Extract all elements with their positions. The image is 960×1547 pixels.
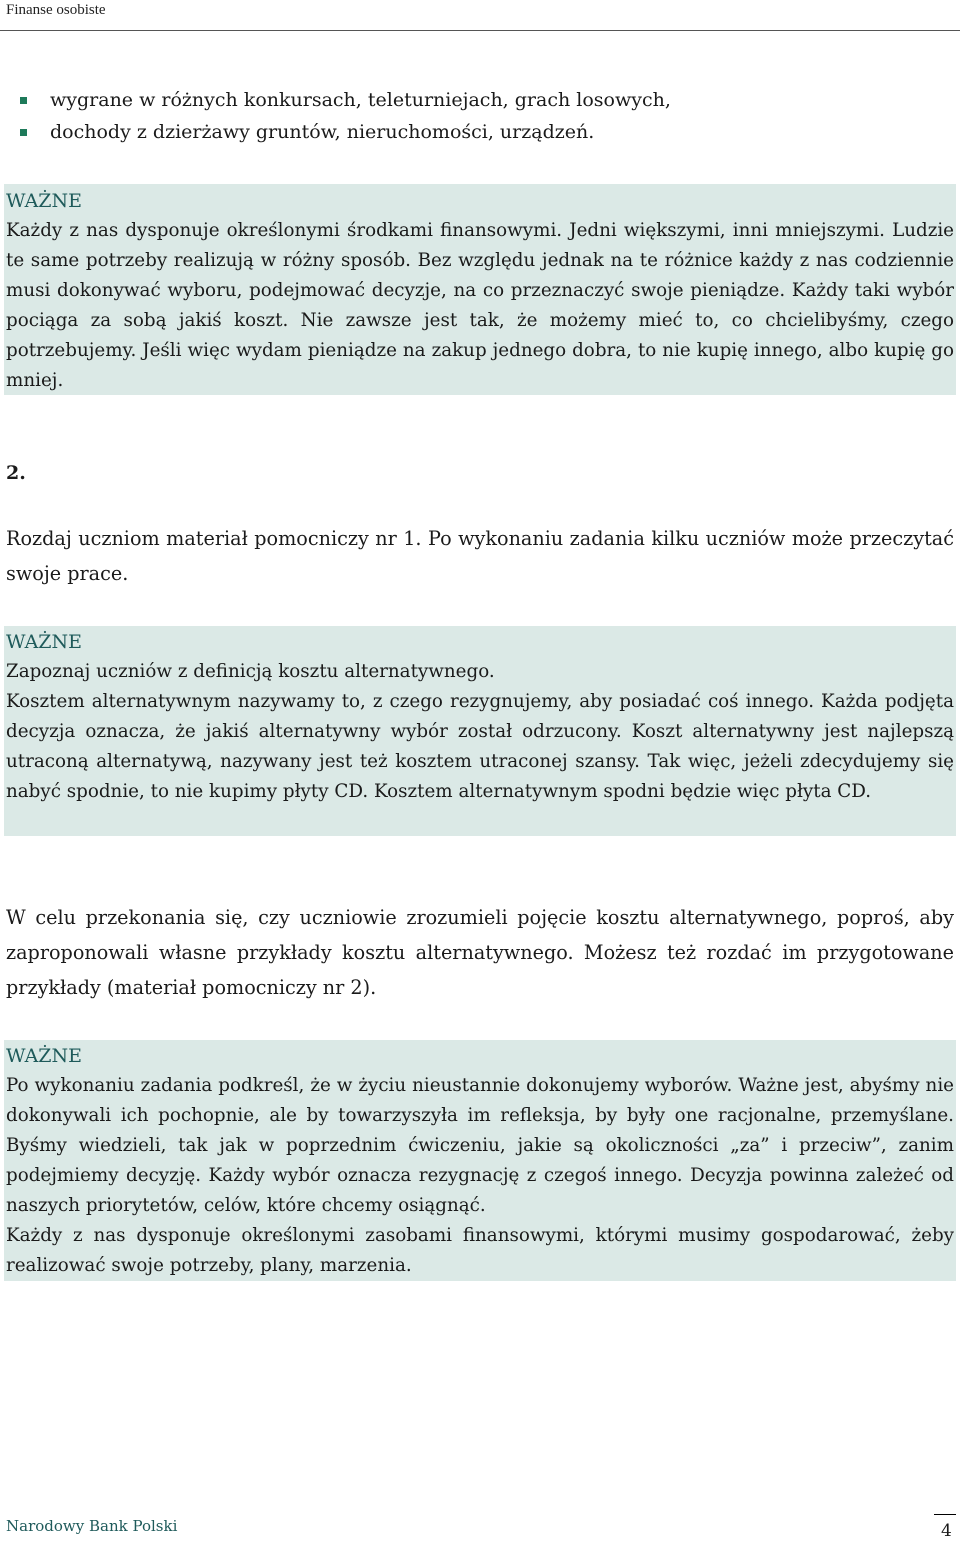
header-title: Finanse osobiste <box>6 2 106 18</box>
section-number: 2. <box>6 462 26 484</box>
bullet-square-icon <box>20 129 27 136</box>
page-number: 4 <box>941 1521 952 1541</box>
important-text: Każdy z nas dysponuje określonymi zasobami finansowymi, którymi musimy gospodarować, żeby realizować swoje potrzeby, plany, marzenia. <box>6 1225 954 1276</box>
section-text: Rozdaj uczniom materiał pomocniczy nr 1. Po wykonaniu zadania kilku uczniów może przeczytać swoje prace. <box>6 527 954 585</box>
important-intro: Zapoznaj uczniów z definicją kosztu alternatywnego. <box>6 661 495 682</box>
important-box <box>4 626 956 836</box>
important-heading: WAŻNE <box>6 1045 82 1067</box>
page-number-rule <box>934 1514 956 1515</box>
important-box <box>4 184 956 395</box>
list-item <box>0 116 671 148</box>
list-item <box>0 84 671 116</box>
body-paragraph: W celu przekonania się, czy uczniowie zrozumieli pojęcie kosztu alternatywnego, poproś, aby zaproponowali własne przykłady kosztu alternatywnego. Możesz też rozdać im przygotowane przykłady (materiał pomocniczy nr 2). <box>6 906 954 999</box>
important-heading: WAŻNE <box>6 190 82 212</box>
important-text: Każdy z nas dysponuje określonymi środkami finansowymi. Jedni większymi, inni mniejszymi. Ludzie te same potrzeby realizują w różny sposób. Bez względu jednak na te różnice każdy z nas codziennie musi dokonywać wyboru, podejmować decyzje, na co przeznaczyć swoje pieniądze. Każdy taki wybór pociąga za sobą jakiś koszt. Nie zawsze jest tak, że możemy mieć to, co chcielibyśmy, czego potrzebujemy. Jeśli więc wydam pieniądze na zakup jednego dobra, to nie kupię innego, albo kupię go mniej. <box>6 220 954 391</box>
important-heading: WAŻNE <box>6 631 82 653</box>
footer-publisher: Narodowy Bank Polski <box>6 1517 178 1535</box>
page-header <box>0 0 960 31</box>
list-item-text: dochody z dzierżawy gruntów, nieruchomości, urządzeń. <box>50 121 595 143</box>
bullet-square-icon <box>20 97 27 104</box>
bullet-list <box>0 84 671 148</box>
important-box <box>4 1040 956 1281</box>
list-item-text: wygrane w różnych konkursach, teleturniejach, grach losowych, <box>50 89 671 111</box>
important-text: Kosztem alternatywnym nazywamy to, z czego rezygnujemy, aby posiadać coś innego. Każda podjęta decyzja oznacza, że jakiś alternatywny wybór został odrzucony. Koszt alternatywny jest najlepszą utraconą alternatywą, nazywany jest też kosztem utraconej szansy. Tak więc, jeżeli zdecydujemy się nabyć spodnie, to nie kupimy płyty CD. Kosztem alternatywnym spodni będzie więc płyta CD. <box>6 691 954 802</box>
important-text: Po wykonaniu zadania podkreśl, że w życiu nieustannie dokonujemy wyborów. Ważne jest, abyśmy nie dokonywali ich pochopnie, ale by towarzyszyła im refleksja, by były one racjonalne, przemyślane. Byśmy wiedzieli, tak jak w poprzednim ćwiczeniu, jakie są okoliczności „za” i przeciw”, zanim podejmiemy decyzję. Każdy wybór oznacza rezygnację z czegoś innego. Decyzja powinna zależeć od naszych priorytetów, celów, które chcemy osiągnąć. <box>6 1075 954 1216</box>
